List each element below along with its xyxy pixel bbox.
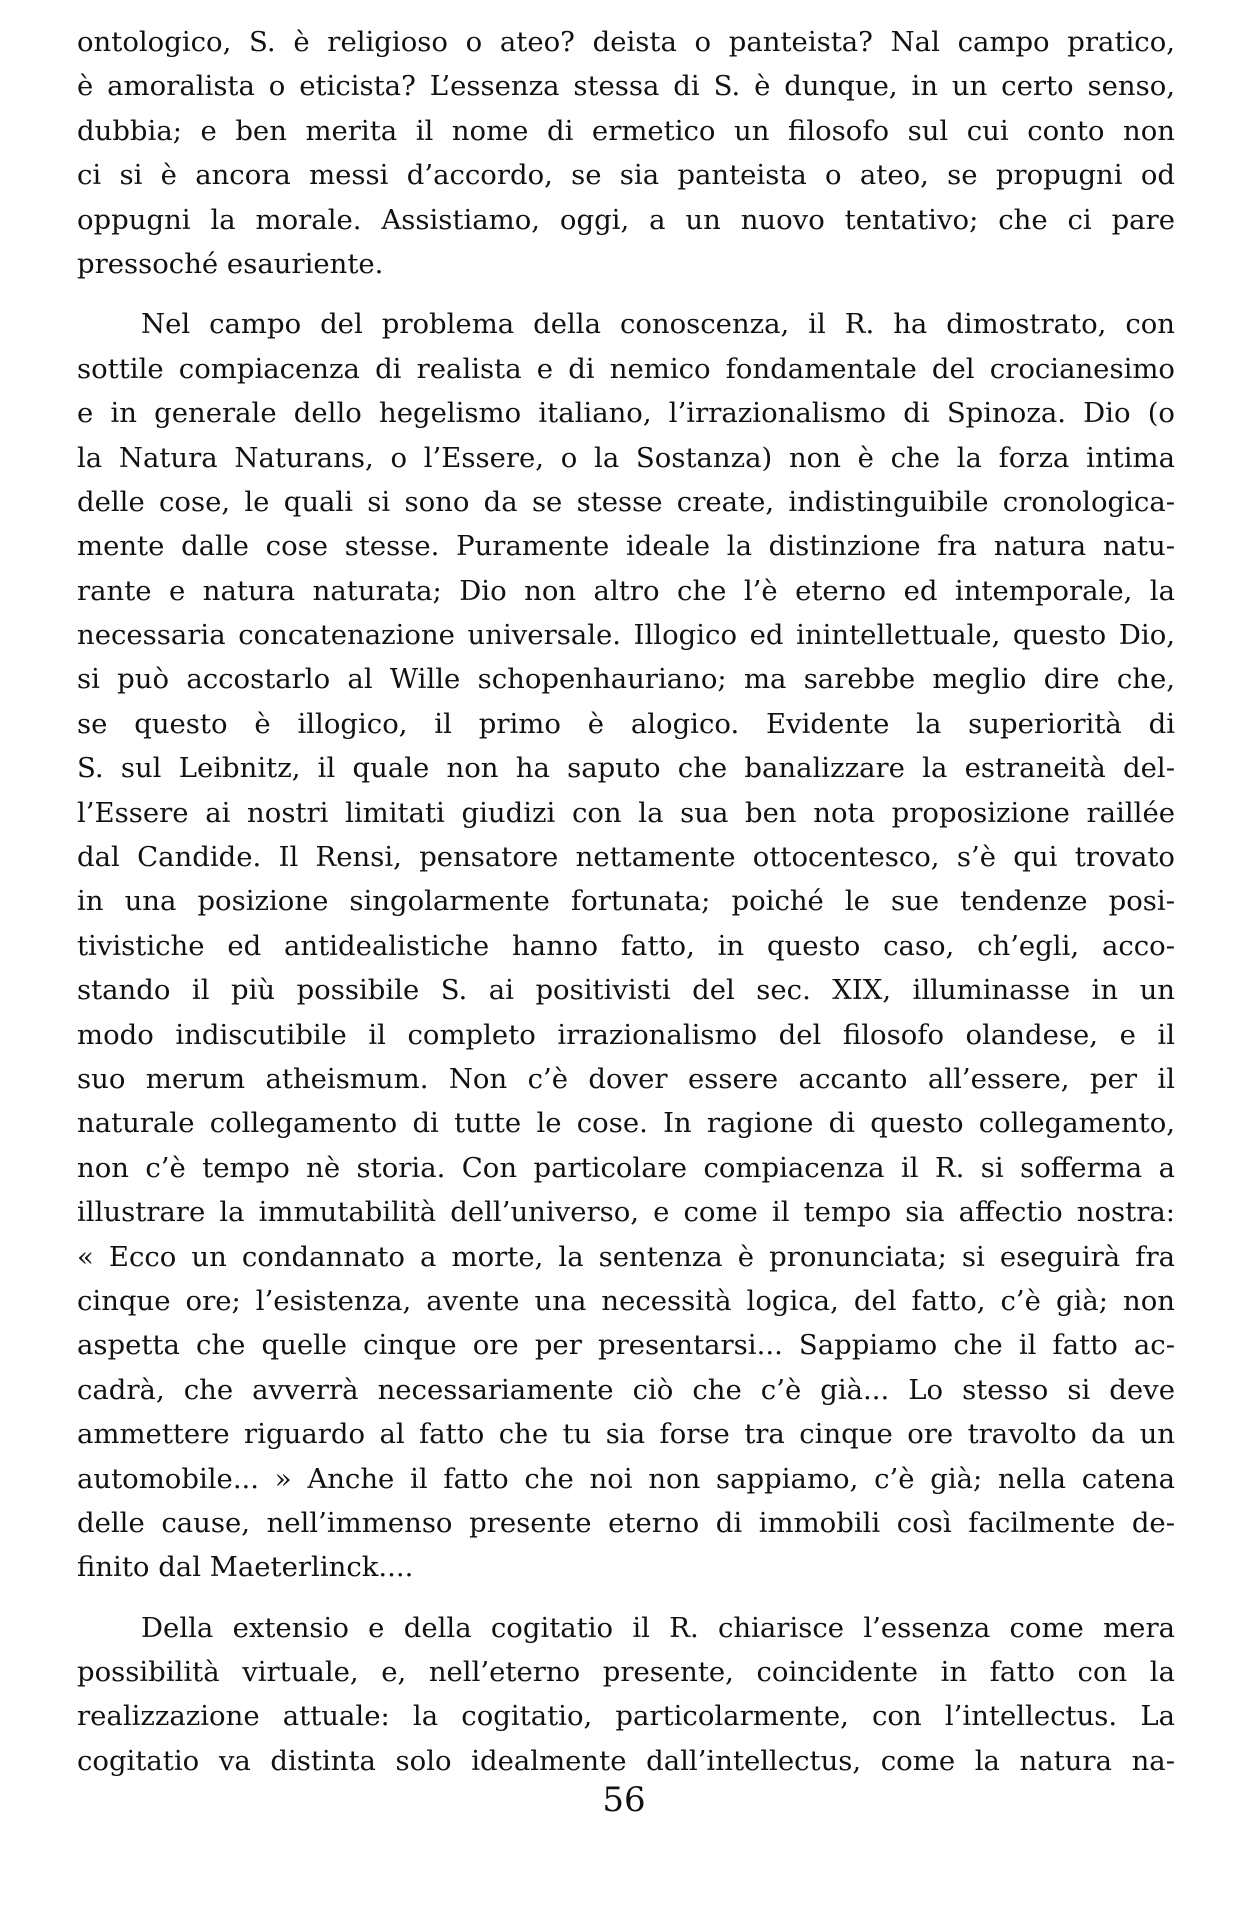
paragraph-3 [77,1606,1175,1784]
text-line: ci si è ancora messi d’accordo, se sia panteista o ateo, se propugni od [77,159,1175,192]
text-line: sottile compiacenza di realista e di nemico fondamentale del crocianesimo [77,352,1175,385]
text-line: si può accostarlo al Wille schopenhauriano; ma sarebbe meglio dire che, [77,663,1175,696]
text-line: cogitatio va distinta solo idealmente dall’intellectus, come la natura na- [77,1744,1175,1777]
text-line: aspetta che quelle cinque ore per presentarsi... Sappiamo che il fatto ac- [77,1329,1175,1362]
text-line: S. sul Leibnitz, il quale non ha saputo che banalizzare la estraneità del- [77,752,1175,785]
text-line: e in generale dello hegelismo italiano, l’irrazionalismo di Spinoza. Dio (o [77,397,1175,430]
text-line: « Ecco un condannato a morte, la sentenza è pronunciata; si eseguirà fra [77,1240,1175,1273]
paragraph-gap [77,1590,1175,1606]
page-body [77,20,1175,1783]
paragraph-gap [77,286,1175,302]
text-line: dubbia; e ben merita il nome di ermetico un filosofo sul cui conto non [77,114,1175,147]
text-line: rante e natura naturata; Dio non altro che l’è eterno ed intemporale, la [77,574,1175,607]
paragraph-1 [77,20,1175,286]
text-line: è amoralista o eticista? L’essenza stessa di S. è dunque, in un certo senso, [77,70,1175,103]
text-line: stando il più possibile S. ai positivisti del sec. XIX, illuminasse in un [77,974,1175,1007]
text-line: suo merum atheismum. Non c’è dover essere accanto all’essere, per il [77,1062,1175,1095]
text-line: delle cose, le quali si sono da se stesse create, indistinguibile cronologica- [77,485,1175,518]
text-line: oppugni la morale. Assistiamo, oggi, a un nuovo tentativo; che ci pare [77,203,1175,236]
text-line: naturale collegamento di tutte le cose. In ragione di questo collegamento, [77,1107,1175,1140]
text-line: ontologico, S. è religioso o ateo? deista o panteista? Nal campo pratico, [77,26,1175,58]
text-line: cadrà, che avverrà necessariamente ciò che c’è già... Lo stesso si deve [77,1373,1175,1406]
text-line: non c’è tempo nè storia. Con particolare compiacenza il R. si sofferma a [77,1151,1175,1184]
text-line: mente dalle cose stesse. Puramente ideale la distinzione fra natura natu- [77,530,1175,563]
page-number: 56 [602,1780,646,1820]
text-line: necessaria concatenazione universale. Illogico ed inintellettuale, questo Dio, [77,619,1175,652]
text-line: ammettere riguardo al fatto che tu sia forse tra cinque ore travolto da un [77,1418,1175,1451]
text-line: finito dal Maeterlinck.... [77,1551,414,1584]
text-line: Della extensio e della cogitatio il R. chiarisce l’essenza come mera [141,1611,1175,1644]
text-line: Nel campo del problema della conoscenza, il R. ha dimostrato, con [141,308,1175,341]
text-line: illustrare la immutabilità dell’universo, e come il tempo sia affectio nostra: [77,1196,1175,1229]
text-line: tivistiche ed antidealistiche hanno fatto, in questo caso, ch’egli, acco- [77,929,1175,962]
text-line: delle cause, nell’immenso presente eterno di immobili così facilmente de- [77,1506,1175,1539]
paragraph-2 [77,302,1175,1589]
text-line: pressoché esauriente. [77,247,384,280]
text-line: la Natura Naturans, o l’Essere, o la Sostanza) non è che la forza intima [77,441,1175,474]
text-line: l’Essere ai nostri limitati giudizi con la sua ben nota proposizione raillée [77,796,1175,829]
text-line: in una posizione singolarmente fortunata; poiché le sue tendenze posi- [77,885,1175,918]
text-line: realizzazione attuale: la cogitatio, particolarmente, con l’intellectus. La [77,1700,1175,1733]
text-line: automobile... » Anche il fatto che noi non sappiamo, c’è già; nella catena [77,1462,1175,1495]
text-line: possibilità virtuale, e, nell’eterno presente, coincidente in fatto con la [77,1656,1175,1689]
text-line: dal Candide. Il Rensi, pensatore nettamente ottocentesco, s’è qui trovato [77,841,1175,874]
text-line: se questo è illogico, il primo è alogico. Evidente la superiorità di [77,707,1175,740]
text-line: cinque ore; l’esistenza, avente una necessità logica, del fatto, c’è già; non [77,1284,1175,1317]
text-line: modo indiscutibile il completo irrazionalismo del filosofo olandese, e il [77,1018,1175,1051]
